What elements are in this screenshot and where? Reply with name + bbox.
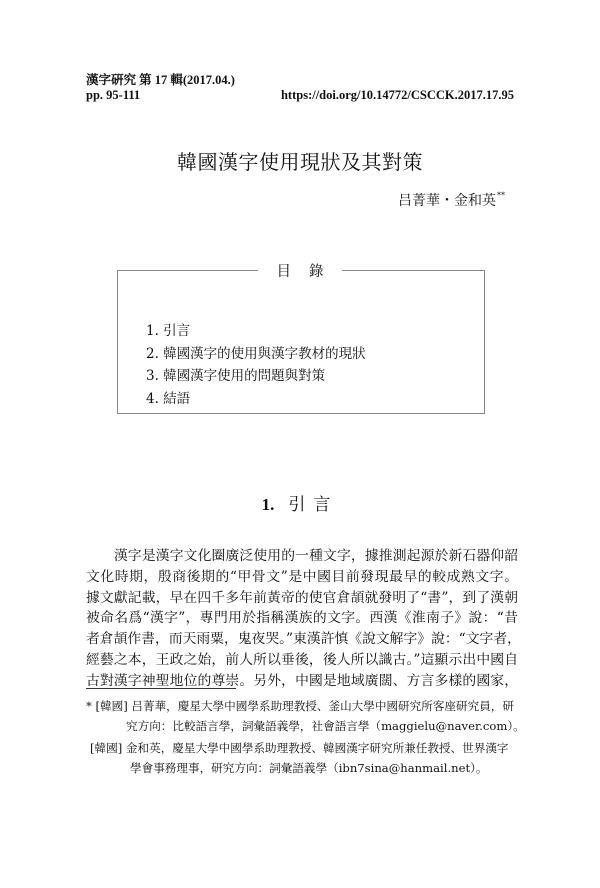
- journal-name: 漢字硏究 第 17 輯(2017.04.): [86, 73, 235, 87]
- section-heading: [0, 490, 600, 515]
- footnote: [86, 696, 525, 736]
- footnote-line: 學會事務理事，研究方向：詞彙語義學（ibn7sina@hanmail.net）。: [130, 761, 488, 775]
- toc-list: [146, 320, 366, 410]
- toc-item: 4. 結語: [146, 390, 191, 407]
- doi-link[interactable]: https://doi.org/10.14772/CSCCK.2017.17.95: [280, 88, 514, 102]
- section-number: 1.: [261, 495, 275, 514]
- body-line: 漢字是漢字文化圈廣泛使用的一種文字，據推測起源於新石器仰韶: [114, 548, 518, 564]
- footnote-line: [韓國] 金和英，慶星大學中國學系助理教授、韓國漢字研究所兼任教授、世界漢字: [90, 741, 509, 755]
- section-title: 引言: [288, 495, 339, 515]
- body-paragraph: [86, 546, 521, 692]
- footnote: [90, 738, 522, 778]
- body-line: 古對漢字神聖地位的尊崇。另外，中國是地域廣闊、方言多樣的國家，: [86, 672, 518, 689]
- body-line: 據文獻記載，早在四千多年前黃帝的使官倉頡就發明了“書”，到了漢朝: [86, 589, 518, 606]
- toc-item: 1. 引言: [146, 323, 191, 339]
- body-line: 文化時期，殷商後期的“甲骨文”是中國目前發現最早的較成熟文字。: [86, 568, 518, 585]
- author-line: [398, 190, 505, 210]
- page-range: pp. 95-111: [86, 88, 141, 102]
- toc-item: 3. 韓國漢字使用的問題與對策: [146, 368, 326, 384]
- author-footnote-mark: **: [497, 191, 505, 200]
- body-line: 者倉頡作書，而天雨粟，鬼夜哭。”東漢許慎《說文解字》說：“文字者，: [86, 631, 521, 648]
- toc-heading: 目錄: [258, 260, 342, 281]
- footnote-divider: [86, 688, 236, 689]
- body-line: 被命名爲“漢字”，專門用於指稱漢族的文字。西漢《淮南子》說：“昔: [86, 610, 518, 627]
- body-line: 經藝之本，王政之始，前人所以垂後，後人所以識古。”這顯示出中國自: [86, 651, 518, 668]
- paper-title: 韓國漢字使用現狀及其對策: [177, 150, 423, 174]
- author-names: 吕菁華・金和英: [398, 193, 496, 209]
- footnote-line: 究方向：比較語言學，詞彙語義學，社會語言學（maggielu@naver.com）。: [126, 719, 525, 733]
- footnote-line: * [韓國] 吕菁華，慶星大學中國學系助理教授、釜山大學中國研究所客座研究員，研: [86, 699, 514, 713]
- toc-item: 2. 韓國漢字的使用與漢字教材的現狀: [146, 345, 366, 362]
